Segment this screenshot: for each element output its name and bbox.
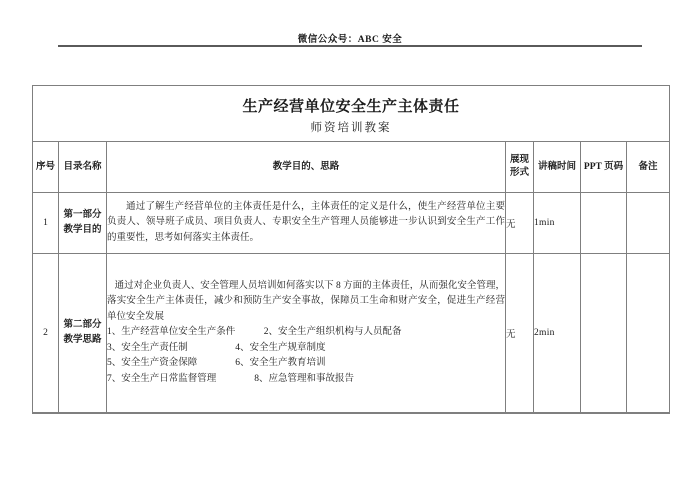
objective-paragraph: 通过对企业负责人、安全管理人员培训如何落实以下 8 方面的主体责任，从而强化安全管理，落实安全生产主体责任，减少和预防生产安全事故，保障员工生命和财产安全，促进生产经营单位安全发展 — [107, 280, 505, 322]
numbered-item-line: 3、安全生产责任制 4、安全生产规章制度 — [107, 342, 326, 353]
lesson-plan-table — [32, 85, 670, 414]
col-header-serial: 序号 — [33, 142, 59, 193]
col-header-objective: 教学目的、思路 — [107, 142, 506, 193]
speech-time-cell: 2min — [534, 254, 581, 414]
table-title-cell — [33, 86, 670, 142]
speech-time-cell: 1min — [534, 193, 581, 254]
col-header-section-name: 目录名称 — [59, 142, 107, 193]
col-header-display-form: 展现形式 — [506, 142, 534, 193]
objective-paragraph: 通过了解生产经营单位的主体责任是什么，主体责任的定义是什么，使生产经营单位主要负责人、领导班子成员、项目负责人、专职安全生产管理人员能够进一步认识到安全生产工作的重要性，思考如何落实主体责任。 — [107, 201, 505, 243]
table-row — [33, 254, 670, 414]
section-cell: 第二部分教学思路 — [59, 254, 107, 414]
ppt-page-cell — [581, 193, 627, 254]
title-row — [33, 86, 670, 142]
ppt-page-cell — [581, 254, 627, 414]
header-divider — [58, 45, 642, 47]
section-cell: 第一部分教学目的 — [59, 193, 107, 254]
numbered-item-line: 1、生产经营单位安全生产条件 2、安全生产组织机构与人员配备 — [107, 327, 402, 338]
display-form-cell: 无 — [506, 193, 534, 254]
col-header-speech-time: 讲稿时间 — [534, 142, 581, 193]
remark-cell — [627, 193, 670, 254]
col-header-remark: 备注 — [627, 142, 670, 193]
table-row — [33, 193, 670, 254]
table-header-row — [33, 142, 670, 193]
document-title: 生产经营单位安全生产主体责任 — [242, 97, 460, 115]
serial-cell: 1 — [33, 193, 59, 254]
serial-cell: 2 — [33, 254, 59, 414]
content-cell — [107, 193, 506, 254]
display-form-cell: 无 — [506, 254, 534, 414]
col-header-ppt-page: PPT 页码 — [581, 142, 627, 193]
wechat-account-header: 微信公众号：ABC 安全 — [297, 35, 403, 45]
document-subtitle: 师资培训教案 — [310, 121, 392, 134]
numbered-item-line: 5、安全生产资金保障 6、安全生产教育培训 — [107, 358, 326, 369]
numbered-item-line: 7、安全生产日常监督管理 8、应急管理和事故报告 — [107, 373, 355, 384]
content-cell — [107, 254, 506, 414]
remark-cell — [627, 254, 670, 414]
